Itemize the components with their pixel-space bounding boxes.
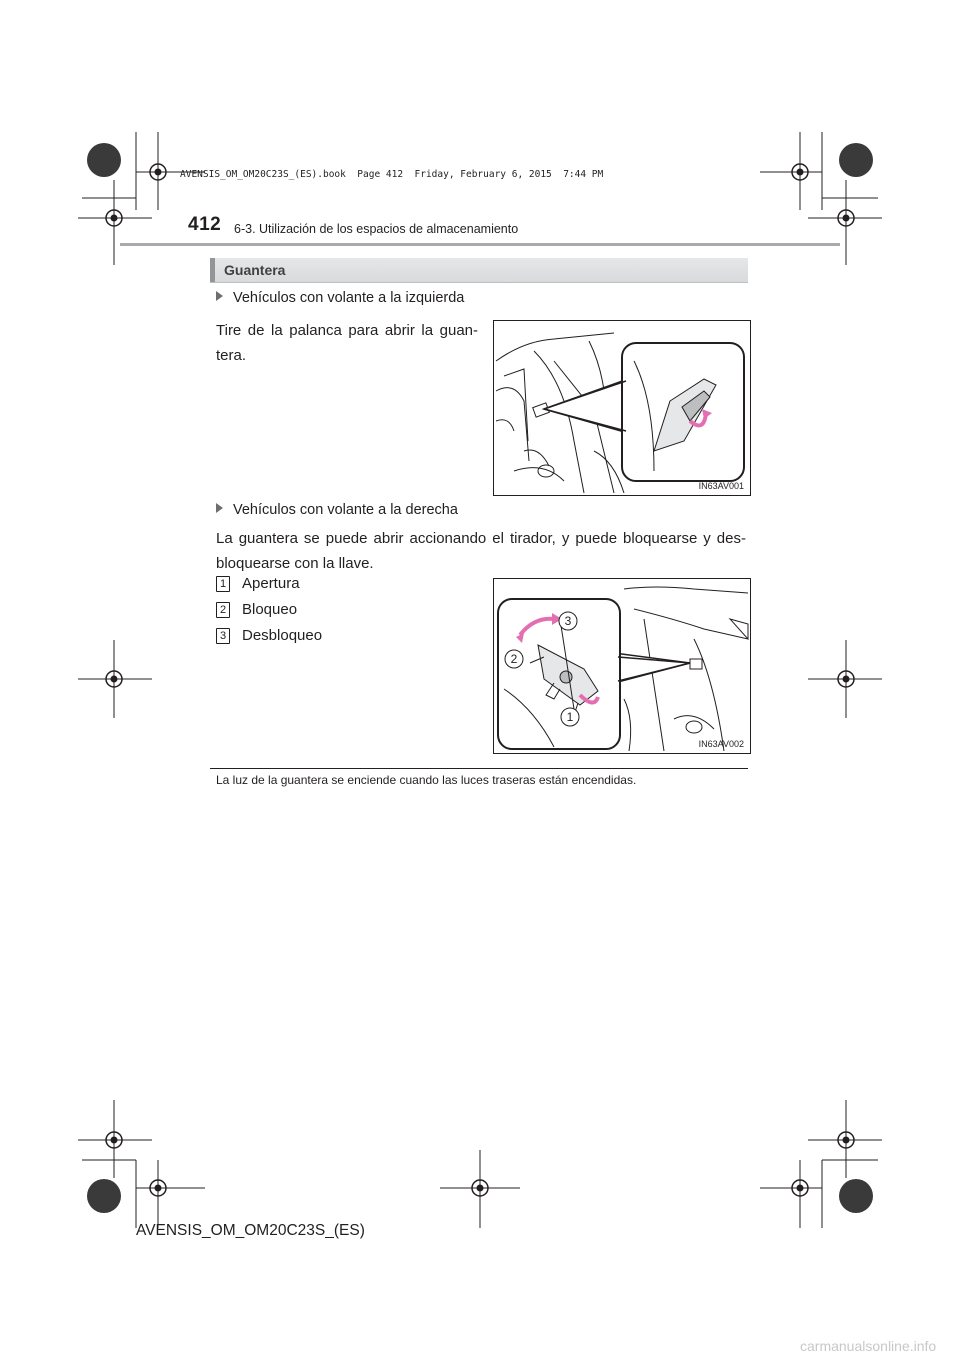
page-number: 412 [188,214,222,235]
figure-left-hand-glovebox [493,320,751,496]
glovebox-illustration-lhd [494,321,750,495]
subheading-right-hand: Vehículos con volante a la derecha [216,502,458,518]
callout-3: 3 [564,614,572,628]
section-title: Guantera [224,262,286,278]
left-hand-text: Tire de la palanca para abrir la guan- tera. [216,322,478,364]
glovebox-illustration-rhd [494,579,750,753]
triangle-bullet-icon [216,503,223,513]
item-number-box: 3 [216,628,230,644]
watermark: carmanualsonline.info [800,1338,937,1354]
figure-right-hand-glovebox [493,578,751,754]
subheading-left-hand: Vehículos con volante a la izquierda [216,290,464,306]
figure-code: IN63AV002 [698,739,744,749]
right-hand-text: La guantera se puede abrir accionando el tirador, y puede bloquearse y des- bloquearse con la llave. [216,530,746,572]
section-header [210,258,748,283]
list-item: 2 Bloqueo [216,601,297,618]
list-item: 3 Desbloqueo [216,627,322,644]
list-item: 1 Apertura [216,575,300,592]
note-text: La luz de la guantera se enciende cuando las luces traseras están encendidas. [216,773,637,787]
figure-code: IN63AV001 [698,481,744,491]
item-number-box: 2 [216,602,230,618]
callout-2: 2 [510,652,518,666]
callout-1: 1 [566,710,574,724]
chapter-title: 6-3. Utilización de los espacios de almacenamiento [234,222,519,236]
item-number-box: 1 [216,576,230,592]
file-stamp: AVENSIS_OM_OM20C23S_(ES).book Page 412 Friday, February 6, 2015 7:44 PM [180,169,604,180]
triangle-bullet-icon [216,291,223,301]
footer-doc-id: AVENSIS_OM_OM20C23S_(ES) [136,1222,365,1239]
note-rule [210,768,748,769]
header-rule [120,243,840,246]
